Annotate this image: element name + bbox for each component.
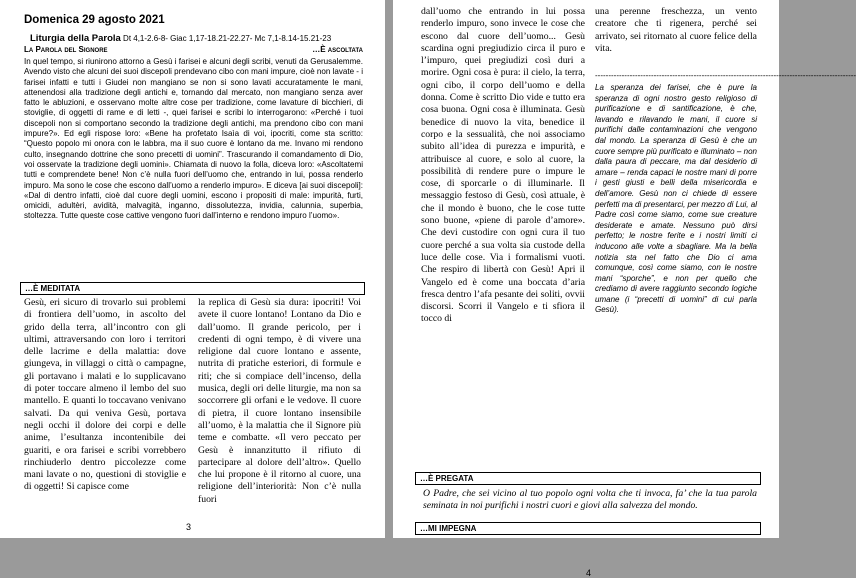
page-number: 4: [586, 568, 592, 578]
continuation-right-top: una perenne freschezza, un vento creatore che ti rigenera, perché sei arrivato, sei ritornato al cuore felice della vita.: [595, 6, 757, 54]
section-left-label: La Parola del Signore: [24, 45, 108, 54]
continuation-column: dall’uomo che entrando in lui possa renderlo impuro, sono invece le cose che escono dal cuore dell’uomo... Gesù scardina ogni pregiudizio circa il puro e l’impuro, quei pregiudizi così duri a morire. Ogni cosa è pura: il cielo, la terra, ogni cibo, il corpo dell’uomo e della donna. Come è scritto Dio vide e tutto era cosa buona. Ogni cosa è illuminata. Gesù benedice di nuovo la vita, benedice il corpo e la sessualità, che noi associamo subito all’idea di purezza e impurità, e attribuisce al cuore, e solo al cuore, la possibilità di rendere pure o impure le cose, di sporcarle o di illuminarle. Il messaggio festoso di Gesù, così attuale, è che il mondo è buono, che le cose tutte sono buone, «piene di parole d’amore». Che devi custodire con ogni cura il tuo cuore perché a sua volta sia custode della luce delle cose. Via i formalismi vuoti. Che respiro di libertà con Gesù! Apri il Vangelo ed è come una boccata d’aria fresca dentro l’afa pesante dei soliti, ovvii discorsi. Scorri il Vangelo e ti sfiora il tocco di: [421, 6, 585, 325]
meditation-column-right: la replica di Gesù sia dura: ipocriti! Voi avete il cuore lontano! Lontano da Dio e dall’uomo. Il grande pericolo, per i credenti di ogni tempo, è di vivere una religione dal cuore lontano e assente, nutrita di pratiche esteriori, di formule e riti; che si compiace dell’incenso, della musica, degli ori delle liturgie, ma non sa soccorrere gli orfani e le vedove. Il cuore di pietra, il cuore lontano insensibile all’uomo, è la malattia che il Signore più teme e combatte. «Il vero peccato per Gesù è innanzitutto il rifiuto di partecipare al dolore dell’altro». Quello che lui propone è il ritorno al cuore, una religione dell’interiorità: Non c’è nulla fuori: [198, 297, 361, 505]
gospel-text: In quel tempo, si riunirono attorno a Gesù i farisei e alcuni degli scribi, venuti da Gerusalemme. Avendo visto che alcuni dei suoi discepoli prendevano cibo con mani impure, cioè non lavate - i farisei infatti e tutti i Giudei non mangiano se non si sono lavati accuratamente le mani, attenendosi alla tradizione degli antichi e, tornando dal mercato, non mangiano senza aver fatto le abluzioni, e osservano molte altre cose per tradizione, come lavature di bicchieri, di stoviglie, di oggetti di rame e di letti -, quei farisei e scribi lo interrogarono: «Perché i tuoi discepoli non si comportano secondo la tradizione degli antichi, ma prendono cibo con mani impure?». Ed egli rispose loro: «Bene ha profetato Isaìa di voi, ipocriti, come sta scritto: “Questo popolo mi onora con le labbra, ma il suo cuore è lontano da me. Invano mi rendono culto, insegnando dottrine che sono precetti di uomini”. Trascurando il comandamento di Dio, voi osservate la tradizione degli uomini». Chiamata di nuovo la folla, diceva loro: «Ascoltatemi tutti e comprendete bene! Non c’è nulla fuori dell’uomo che, entrando in lui, possa renderlo impuro. Ma sono le cose che escono dall’uomo a renderlo impuro». E diceva [ai suoi discepoli]: «Dal di dentro infatti, cioè dal cuore degli uomini, escono i propositi di male: impurità, furti, omicidi, adultèri, avidità, malvagità, inganno, dissolutezza, invidia, calunnia, superbia, stoltezza. Tutte queste cose cattive vengono fuori dall’interno e rendono impuro l’uomo».: [24, 57, 363, 221]
page-number: 3: [186, 522, 192, 532]
liturgy-title: Liturgia della Parola: [30, 33, 121, 44]
pregata-box: [415, 472, 761, 485]
impegna-label: …MI IMPEGNA: [420, 524, 477, 533]
meditation-column-left: Gesù, eri sicuro di trovarlo sui problemi di frontiera dell’uomo, in ascolto del grido della terra, all’incontro con gli ultimi, attraversando con loro i territori delle lacrime e della malattia: dove giungeva, in villaggi o città o campagne, gli portavano i malati e lo supplicavano di poter toccare almeno il lembo del suo mantello. E quanti lo toccavano venivano salvati. Da qui veniva Gesù, portava negli occhi il dolore dei corpi e delle anime, l’esultanza incontenibile dei guariti, e ora farisei e scribi vorrebbero rinchiuderlo dentro piccolezze come mani lavate o no, questioni di stoviglie e di oggetti! Si capisce come: [24, 297, 186, 493]
liturgy-refs: Dt 4,1-2.6-8- Giac 1,17-18.21-22.27- Mc 7,1-8.14-15.21-23: [120, 34, 332, 43]
impegna-box: [415, 522, 761, 535]
liturgy-heading: [30, 33, 331, 44]
pregata-label: …È PREGATA: [420, 474, 474, 483]
page-3: [0, 0, 385, 538]
section-right-label: …È ascoltata: [312, 45, 363, 54]
prayer-text: O Padre, che sei vicino al tuo popolo ogni volta che ti invoca, fa’ che la tua parola seminata in noi purifichi i nostri cuori e giovi alla salvezza del mondo.: [423, 488, 757, 511]
divider-line: --------------------------------------------------------------------------------------------------: [595, 71, 856, 80]
meditata-label: …È MEDITATA: [25, 284, 81, 293]
page-4: [393, 0, 856, 578]
section-header: [24, 45, 363, 54]
meditata-box: [20, 282, 365, 295]
date-heading: Domenica 29 agosto 2021: [24, 14, 165, 26]
italic-note: La speranza dei farisei, che è pure la speranza di ogni nostro gesto religioso di purificazione e di santificazione, è che, lavando e rilavando le mani, il cuore si purifichi dalle contaminazioni che vengono dal mondo. La speranza di Gesù è che un cuore sempre più purificato e illuminato – non dalla paura di peccare, ma dal desiderio di amare – renda capaci le nostre mani di porre i gesti giusti e belli della misericordia e dell’amore. Gesù non ci chiede di essere perfetti ma di presentarci, per mezzo di Lui, al Padre così come siamo, come sue creature desiderate e amate. Nessuno può dirsi perfetto; le nostre ferite e i nostri limiti ci inducono alle volte a sbagliare. Ma la bella notizia sta nel fatto che Dio ci ama comunque, così come siamo, con le nostre mani “sporche”, e non per quello che crediamo di avere raggiunto secondo logiche umane (i “precetti di uomini” di cui parla Gesù).: [595, 83, 757, 315]
